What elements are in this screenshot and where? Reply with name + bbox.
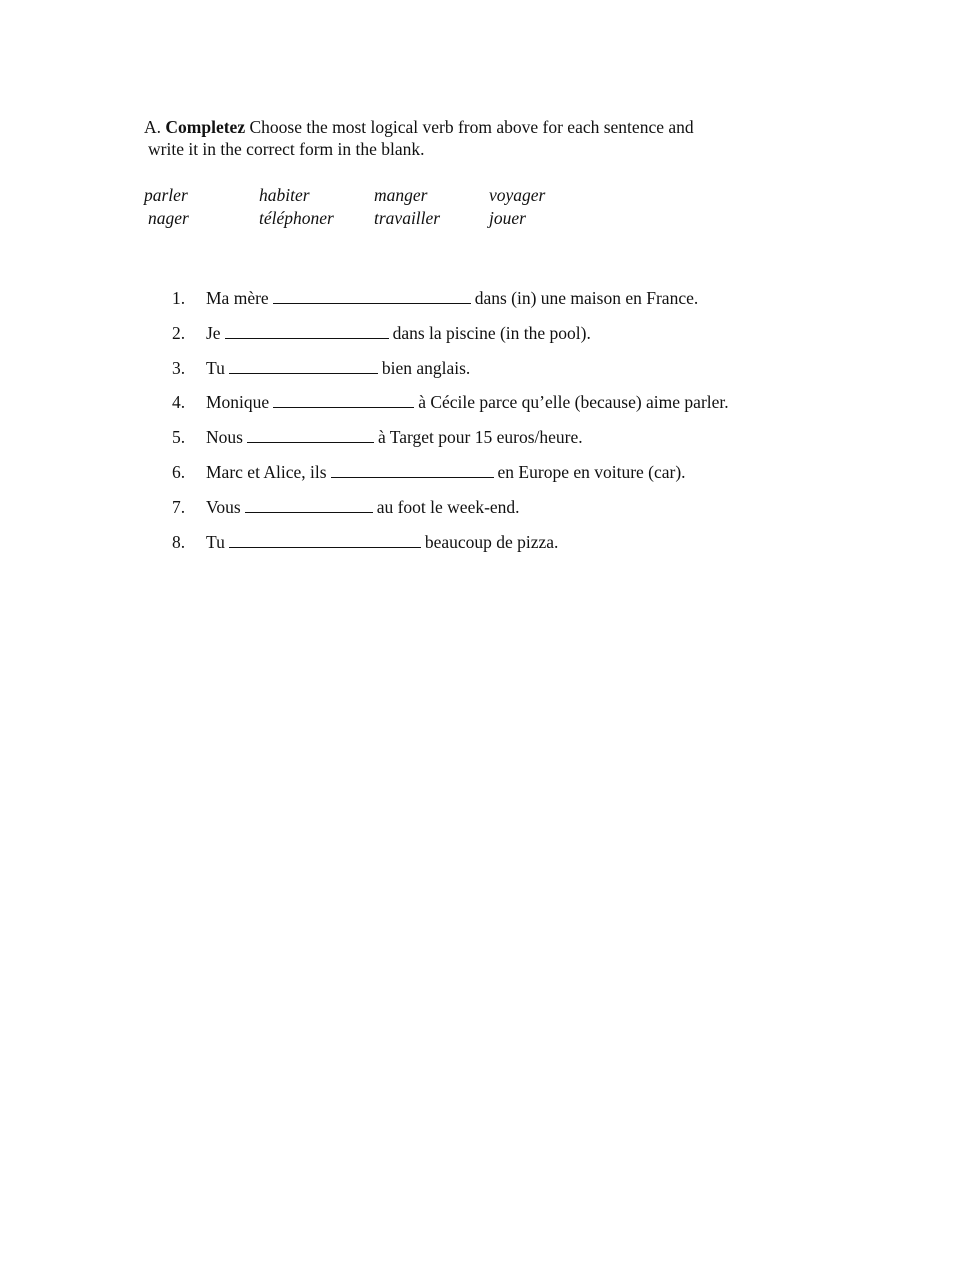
- sentence-end: à Cécile parce qu’elle (because) aime parler.: [418, 392, 729, 413]
- instructions: [144, 116, 804, 160]
- verb-word: téléphoner: [259, 208, 334, 228]
- sentence-end: bien anglais.: [381, 357, 471, 378]
- item-number: 2.: [172, 322, 186, 343]
- verb-word: manger: [374, 185, 428, 205]
- item-sentence: [206, 357, 470, 379]
- verb-word: habiter: [259, 185, 310, 205]
- sentence-end: beaucoup de pizza.: [424, 531, 559, 552]
- sentence-start: Ma mère: [206, 288, 269, 308]
- answer-blank[interactable]: [229, 358, 378, 374]
- item-number: 4.: [172, 392, 186, 413]
- item-number: 8.: [172, 531, 186, 552]
- verb-word: parler: [144, 185, 188, 205]
- sentence-start: Marc et Alice, ils: [206, 461, 327, 482]
- item-sentence: [206, 496, 520, 518]
- answer-blank[interactable]: [331, 462, 494, 478]
- sentence-end: dans (in) une maison en France.: [474, 288, 699, 308]
- sentence-start: Tu: [206, 357, 225, 378]
- sentence-start: Vous: [206, 496, 241, 517]
- item-sentence: [206, 322, 591, 344]
- item-number: 1.: [172, 288, 186, 308]
- answer-blank[interactable]: [273, 288, 471, 304]
- item-sentence: [206, 426, 583, 448]
- item-number: 7.: [172, 496, 186, 517]
- section-label: A.: [144, 117, 162, 137]
- verb-word: travailler: [374, 208, 441, 228]
- verb-word: nager: [148, 208, 189, 228]
- answer-blank[interactable]: [245, 497, 373, 513]
- item-number: 3.: [172, 357, 186, 378]
- instructions-text-line1: Choose the most logical verb from above for each sentence and: [249, 117, 694, 137]
- answer-blank[interactable]: [247, 427, 374, 443]
- item-sentence: [206, 531, 558, 553]
- sentence-start: Nous: [206, 427, 243, 448]
- item-number: 5.: [172, 427, 186, 448]
- sentence-end: au foot le week-end.: [376, 496, 520, 517]
- item-sentence: [206, 461, 686, 483]
- sentence-end: à Target pour 15 euros/heure.: [377, 427, 583, 448]
- item-sentence: [206, 287, 698, 309]
- section-heading: Completez: [165, 117, 246, 137]
- answer-blank[interactable]: [225, 323, 389, 339]
- verb-word: jouer: [489, 208, 526, 228]
- sentence-end: dans la piscine (in the pool).: [392, 322, 591, 343]
- sentence-start: Tu: [206, 531, 225, 552]
- verb-word: voyager: [489, 185, 546, 205]
- item-sentence: [206, 391, 729, 413]
- instructions-text-line2: write it in the correct form in the blank.: [148, 139, 425, 159]
- sentence-start: Je: [206, 322, 221, 343]
- answer-blank[interactable]: [229, 532, 421, 548]
- item-number: 6.: [172, 461, 186, 482]
- sentence-start: Monique: [206, 392, 270, 413]
- sentence-end: en Europe en voiture (car).: [497, 461, 686, 482]
- answer-blank[interactable]: [273, 392, 414, 408]
